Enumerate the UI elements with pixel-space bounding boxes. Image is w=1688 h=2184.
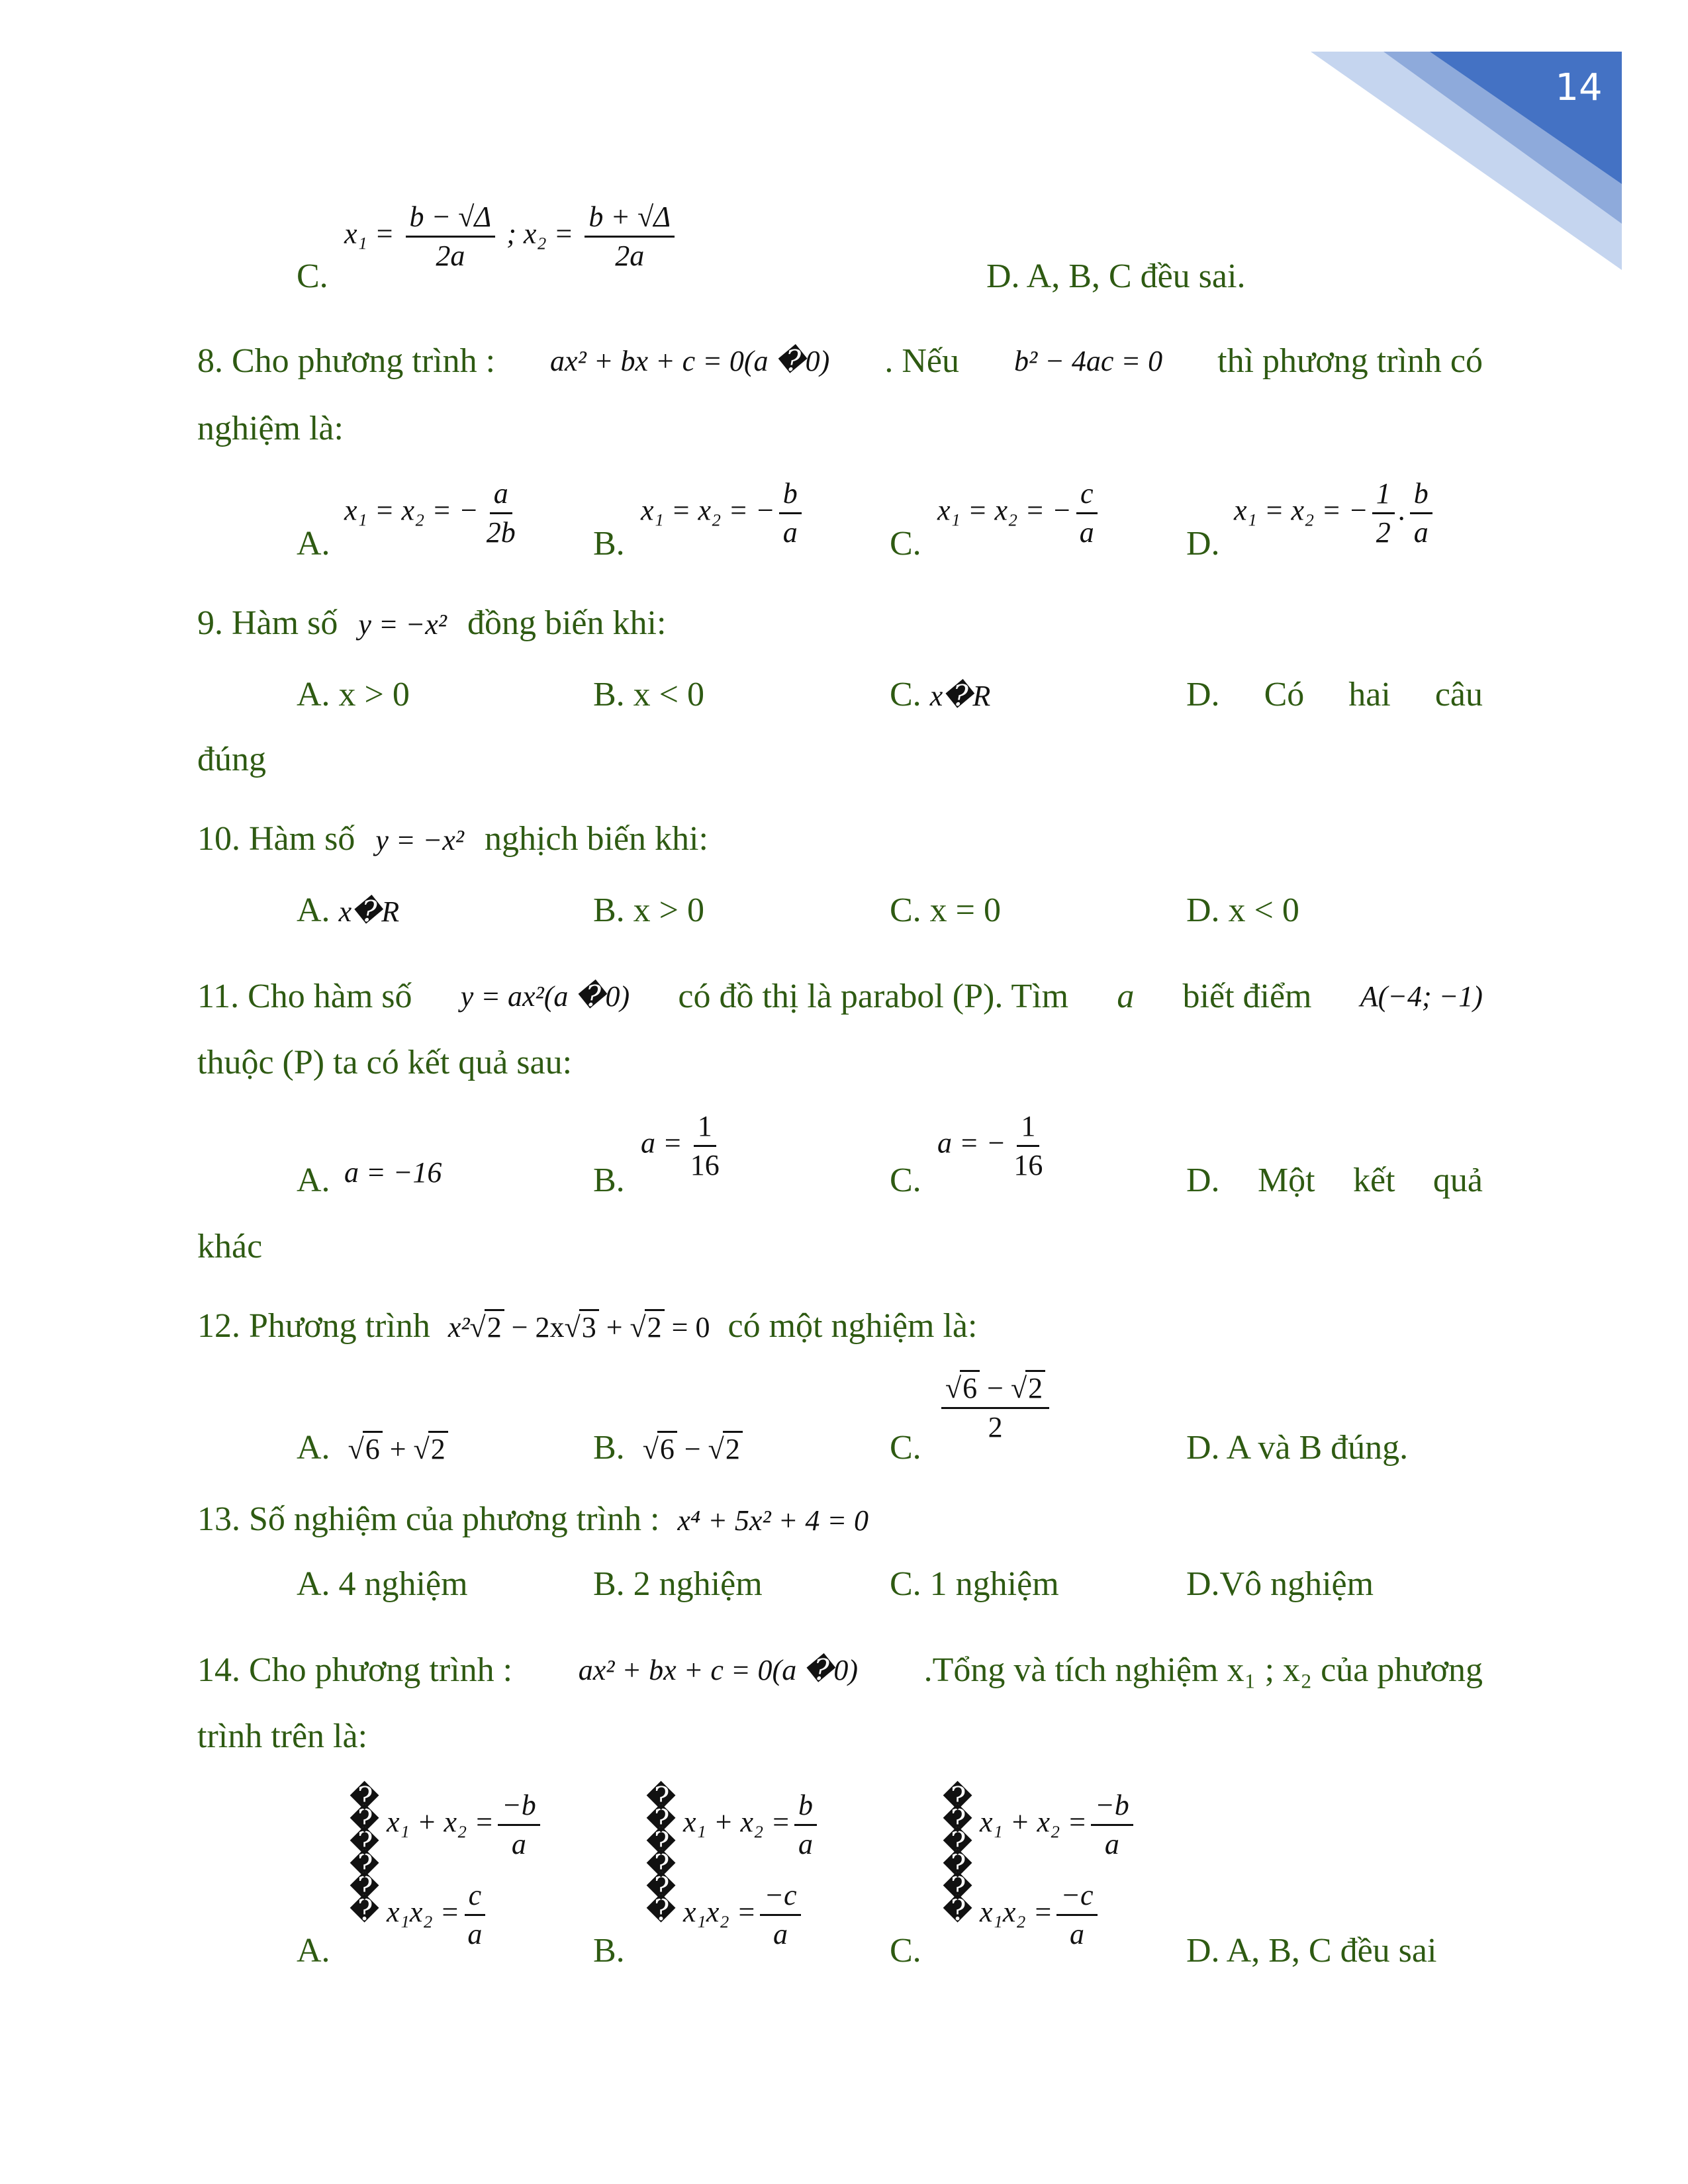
q7-option-c-math: x₁ = $\frac{b - √\Delta}{2a}$ ; x₂ = $\frac{b + √\Delta}{2a}$ <box>344 199 679 275</box>
q9-option-b: B. x < 0 <box>593 676 705 713</box>
q14-option-b-system: � � � � � � x₁ + x₂ = $\frac{b}{a}$ x₁x₂ = $\frac{-c}{a}$ <box>646 1787 871 1959</box>
q13-question: 13. Số nghiệm của phương trình : x⁴ + 5x² + 4 = 0 <box>197 1500 869 1538</box>
q12-option-d: D. A và B đúng. <box>1186 1429 1409 1467</box>
q7-option-d: D. A, B, C đều sai. <box>986 257 1246 295</box>
q14-question-line2: trình trên là: <box>197 1717 368 1755</box>
q11-option-a-label: A. <box>297 1161 330 1199</box>
q14-option-d: D. A, B, C đều sai <box>1186 1932 1437 1970</box>
q10-option-c: C. x = 0 <box>890 891 1002 929</box>
q8-option-d-math: x₁ = x₂ = − $\frac{1}{2}$ . $\frac{b}{a}$ <box>1234 475 1436 551</box>
q10-option-b: B. x > 0 <box>593 891 705 929</box>
q12-option-a: A. √6 + √2 <box>297 1427 448 1471</box>
q9-option-d-continued: đúng <box>197 741 266 778</box>
q11-option-b-math: a = $\frac{1}{16}$ <box>641 1108 727 1184</box>
q11-question-line2: thuộc (P) ta có kết quả sau: <box>197 1044 573 1081</box>
q12-question: 12. Phương trình x²√2 − 2x√3 + √2 = 0 có một nghiệm là: <box>197 1307 978 1345</box>
q11-option-a-math: a = −16 <box>344 1156 442 1189</box>
q11-question: 11. Cho hàm số y = ax²(a �0) có đồ thị là parabol (P). Tìm a biết điểm A(−4; −1) <box>197 978 1483 1015</box>
q11-option-d-continued: khác <box>197 1228 263 1265</box>
q11-option-c-math: a = − $\frac{1}{16}$ <box>937 1108 1051 1184</box>
q13-option-b: B. 2 nghiệm <box>593 1565 763 1603</box>
q9-option-a: A. x > 0 <box>297 676 410 713</box>
q12-option-b: B. √6 − √2 <box>593 1427 743 1471</box>
q9-question: 9. Hàm số y = −x² đồng biến khi: <box>197 604 667 642</box>
q8-question: 8. Cho phương trình : ax² + bx + c = 0(a �0) . Nếu b² − 4ac = 0 thì phương trình có <box>197 342 1483 380</box>
q8-option-c-math: x₁ = x₂ = − $\frac{c}{a}$ <box>937 475 1102 551</box>
q10-question: 10. Hàm số y = −x² nghịch biến khi: <box>197 820 708 858</box>
q11-option-b-label: B. <box>593 1161 625 1199</box>
q13-option-d: D.Vô nghiệm <box>1186 1565 1374 1603</box>
q12-option-c-label: C. <box>890 1429 921 1467</box>
q14-option-c-label: C. <box>890 1932 921 1970</box>
q10-option-a: A. x�R <box>297 891 400 929</box>
q9-option-c: C. x�R <box>890 676 991 713</box>
q14-option-a-system: � � � � � � x₁ + x₂ = $\frac{-b}{a}$ x₁x₂ = $\frac{c}{a}$ <box>350 1787 575 1959</box>
q14-question: 14. Cho phương trình : ax² + bx + c = 0(a �0) .Tổng và tích nghiệm x₁ ; x₂ của phương <box>197 1651 1483 1689</box>
q8-option-b-label: B. <box>593 525 625 563</box>
q8-option-a-label: A. <box>297 525 330 563</box>
q14-option-a-label: A. <box>297 1932 330 1970</box>
q12-option-c-math: $\frac{√6 - √2}{2}$ <box>937 1370 1053 1446</box>
q7-option-c-label: C. <box>297 257 328 295</box>
q8-option-b-math: x₁ = x₂ = − $\frac{b}{a}$ <box>641 475 806 551</box>
q10-option-d: D. x < 0 <box>1186 891 1299 929</box>
q13-option-c: C. 1 nghiệm <box>890 1565 1059 1603</box>
q8-option-d-label: D. <box>1186 525 1220 563</box>
q8-option-a-math: x₁ = x₂ = − $\frac{a}{2b}$ <box>344 475 524 551</box>
q14-option-b-label: B. <box>593 1932 625 1970</box>
q8-question-line2: nghiệm là: <box>197 410 344 447</box>
q11-option-c-label: C. <box>890 1161 921 1199</box>
q13-option-a: A. 4 nghiệm <box>297 1565 468 1603</box>
q14-option-c-system: � � � � � � x₁ + x₂ = $\frac{-b}{a}$ x₁x₂ = $\frac{-c}{a}$ <box>943 1787 1168 1959</box>
q9-option-d: D. Có hai câu <box>1186 676 1483 713</box>
q11-option-d: D. Một kết quả <box>1186 1161 1483 1199</box>
q8-option-c-label: C. <box>890 525 921 563</box>
page-number: 14 <box>1555 66 1603 109</box>
